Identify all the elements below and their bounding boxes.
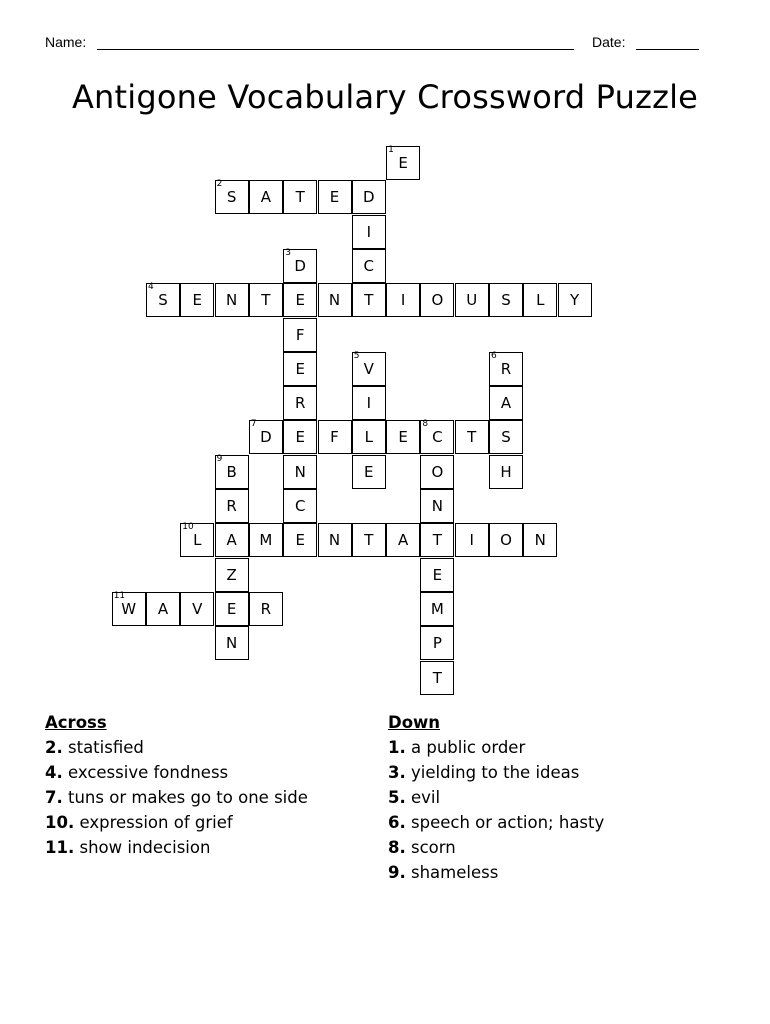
clue-number: 8 [422, 419, 429, 430]
grid-cell[interactable] [180, 523, 214, 557]
clue-number: 1 [388, 145, 394, 155]
cell-letter: R [294, 394, 306, 413]
cell-letter: Z [226, 565, 237, 584]
grid-cell[interactable] [283, 489, 317, 523]
grid-cell[interactable] [283, 180, 317, 214]
clue-text: evil [411, 788, 441, 807]
clue-text: shameless [411, 863, 499, 882]
across-clues [45, 710, 308, 860]
clue-number: 11 [113, 590, 126, 601]
grid-cell[interactable] [386, 146, 420, 180]
across-clue [45, 810, 308, 835]
cell-letter: E [364, 462, 374, 481]
cell-letter: S [501, 291, 511, 310]
cell-letter: N [534, 531, 546, 550]
cell-letter: O [500, 531, 512, 550]
cell-letter: E [295, 291, 305, 310]
across-heading: Across [45, 713, 107, 732]
clue-number: 4 [148, 282, 154, 293]
grid-cell[interactable] [215, 626, 249, 660]
grid-cell[interactable] [283, 455, 317, 489]
cell-letter: H [500, 462, 512, 481]
grid-cell[interactable] [249, 180, 283, 214]
cell-letter: E [432, 565, 443, 584]
cell-letter: A [157, 599, 169, 618]
grid-cell[interactable] [352, 249, 386, 283]
down-clue [388, 860, 604, 885]
cell-letter: C [294, 497, 306, 515]
clue-text: yielding to the ideas [411, 763, 580, 782]
clue-text: tuns or makes go to one side [68, 788, 308, 807]
clue-number: 10 [182, 522, 194, 533]
cell-letter: T [261, 291, 271, 310]
cell-letter: T [295, 188, 305, 207]
clue-number: 5 [353, 350, 360, 361]
clue-number: 9. [388, 863, 406, 882]
clue-text: show indecision [79, 838, 211, 857]
cell-letter: S [226, 188, 237, 207]
grid-cell[interactable] [489, 455, 523, 489]
cell-letter: F [330, 428, 339, 447]
grid-cell[interactable] [489, 386, 523, 420]
cell-letter: R [226, 497, 237, 515]
clue-number: 6 [491, 350, 497, 361]
cell-letter: R [260, 599, 272, 618]
cell-letter: T [467, 428, 477, 447]
cell-letter: D [294, 256, 306, 275]
clue-text: scorn [411, 838, 456, 857]
grid-cell[interactable] [146, 283, 180, 317]
grid-cell[interactable] [352, 420, 386, 454]
grid-cell[interactable] [352, 215, 386, 249]
clue-text: excessive fondness [68, 763, 229, 782]
grid-cell[interactable] [386, 420, 420, 454]
clue-text: a public order [411, 738, 526, 757]
clue-number: 2. [45, 738, 63, 757]
cell-letter: E [295, 359, 305, 378]
across-clue-list [45, 735, 308, 860]
across-clue [45, 760, 308, 785]
down-clue [388, 760, 604, 785]
cell-letter: O [431, 462, 444, 481]
grid-cell[interactable] [523, 523, 557, 557]
clue-number: 1. [388, 738, 406, 757]
cell-letter: A [500, 394, 512, 413]
cell-letter: E [329, 188, 340, 207]
grid-cell[interactable] [249, 283, 283, 317]
grid-cell[interactable] [420, 558, 454, 592]
grid-cell[interactable] [215, 180, 249, 214]
cell-letter: L [364, 428, 373, 447]
grid-cell[interactable] [283, 283, 317, 317]
clue-number: 4. [45, 763, 63, 782]
grid-cell[interactable] [420, 420, 454, 454]
across-clue [45, 785, 308, 810]
grid-cell[interactable] [455, 523, 489, 557]
grid-cell[interactable] [283, 386, 317, 420]
grid-cell[interactable] [420, 661, 454, 695]
cell-letter: L [536, 291, 545, 310]
clue-number: 3. [388, 763, 406, 782]
grid-cell[interactable] [215, 283, 249, 317]
cell-letter: I [366, 222, 372, 241]
cell-letter: N [328, 291, 341, 310]
cell-letter: W [121, 599, 137, 618]
grid-cell[interactable] [455, 420, 489, 454]
puzzle-title: Antigone Vocabulary Crossword Puzzle [71, 78, 699, 116]
cell-letter: C [432, 428, 443, 447]
date-label: Date: [592, 34, 626, 50]
down-clue [388, 835, 604, 860]
cell-letter: I [366, 394, 372, 413]
cell-letter: A [397, 531, 409, 550]
name-label: Name: [45, 34, 87, 50]
clue-number: 7. [45, 788, 63, 807]
grid-cell[interactable] [283, 352, 317, 386]
grid-cell[interactable] [489, 283, 523, 317]
grid-cell[interactable] [420, 592, 454, 626]
cell-letter: Y [570, 291, 580, 310]
grid-cell[interactable] [489, 523, 523, 557]
grid-cell[interactable] [420, 626, 454, 660]
cell-letter: D [260, 428, 272, 447]
cell-letter: V [363, 359, 374, 378]
cell-letter: A [260, 188, 272, 207]
cell-letter: N [328, 531, 341, 550]
clue-number: 7 [250, 419, 257, 430]
grid-cell[interactable] [215, 558, 249, 592]
down-clue-list [388, 735, 604, 885]
grid-cell[interactable] [489, 420, 523, 454]
cell-letter: I [400, 291, 406, 310]
cell-letter: N [431, 497, 443, 515]
cell-letter: R [500, 359, 512, 378]
grid-cell[interactable] [352, 455, 386, 489]
grid-cell[interactable] [283, 420, 317, 454]
cell-letter: C [363, 256, 375, 275]
cell-letter: B [226, 462, 237, 481]
cell-letter: N [294, 462, 306, 481]
grid-cell[interactable] [180, 283, 214, 317]
cell-letter: T [432, 531, 442, 550]
grid-cell[interactable] [318, 420, 352, 454]
clue-number: 3 [285, 247, 291, 258]
down-clue [388, 810, 604, 835]
grid-cell[interactable] [523, 283, 557, 317]
cell-letter: T [364, 531, 374, 550]
grid-cell[interactable] [215, 523, 249, 557]
grid-cell[interactable] [352, 523, 386, 557]
grid-cell[interactable] [352, 386, 386, 420]
grid-cell[interactable] [352, 283, 386, 317]
grid-cell[interactable] [386, 523, 420, 557]
cell-letter: P [432, 634, 442, 653]
clue-number: 2 [216, 179, 223, 190]
down-heading: Down [388, 713, 441, 732]
cell-letter: O [431, 291, 444, 310]
cell-letter: E [295, 531, 305, 550]
cell-letter: E [226, 599, 237, 618]
clue-text: statisfied [68, 738, 144, 757]
cell-letter: T [432, 668, 442, 687]
grid-cell[interactable] [180, 592, 214, 626]
grid-cell[interactable] [386, 283, 420, 317]
grid-cell[interactable] [420, 523, 454, 557]
cell-letter: V [192, 599, 203, 618]
grid-cell[interactable] [215, 489, 249, 523]
grid-cell[interactable] [249, 592, 283, 626]
grid-cell[interactable] [318, 523, 352, 557]
clue-number: 10. [45, 813, 75, 832]
grid-cell[interactable] [249, 523, 283, 557]
grid-cell[interactable] [318, 180, 352, 214]
grid-cell[interactable] [420, 283, 454, 317]
grid-cell[interactable] [318, 283, 352, 317]
cell-letter: M [259, 531, 273, 550]
grid-cell[interactable] [420, 455, 454, 489]
grid-cell[interactable] [249, 420, 283, 454]
grid-cell[interactable] [112, 592, 146, 626]
cell-letter: A [226, 531, 237, 550]
down-clue [388, 735, 604, 760]
cell-letter: N [225, 634, 238, 653]
grid-cell[interactable] [215, 455, 249, 489]
clue-text: speech or action; hasty [411, 813, 605, 832]
grid-cell[interactable] [489, 352, 523, 386]
clue-number: 9 [216, 453, 223, 464]
grid-cell[interactable] [283, 249, 317, 283]
cell-letter: E [192, 291, 203, 310]
cell-letter: E [295, 428, 305, 447]
cell-letter: E [398, 154, 408, 172]
grid-cell[interactable] [215, 592, 249, 626]
cell-letter: I [469, 531, 474, 550]
grid-cell[interactable] [420, 489, 454, 523]
across-clue [45, 835, 308, 860]
clue-number: 5. [388, 788, 406, 807]
across-clue [45, 735, 308, 760]
cell-letter: L [193, 531, 202, 550]
cell-letter: T [364, 291, 374, 310]
clue-text: expression of grief [79, 813, 233, 832]
grid-cell[interactable] [558, 283, 592, 317]
cell-letter: S [158, 291, 168, 310]
cell-letter: E [398, 428, 408, 447]
clue-number: 6. [388, 813, 406, 832]
grid-cell[interactable] [283, 318, 317, 352]
cell-letter: U [466, 291, 478, 310]
cell-letter: N [225, 291, 238, 310]
clue-number: 11. [45, 838, 75, 857]
grid-cell[interactable] [352, 180, 386, 214]
cell-letter: S [501, 428, 511, 447]
down-clues [388, 710, 604, 885]
grid-cell[interactable] [352, 352, 386, 386]
grid-cell[interactable] [283, 523, 317, 557]
cell-letter: F [295, 325, 305, 344]
down-clue [388, 785, 604, 810]
grid-cell[interactable] [146, 592, 180, 626]
clue-number: 8. [388, 838, 406, 857]
cell-letter: M [430, 599, 444, 618]
cell-letter: D [363, 188, 375, 207]
grid-cell[interactable] [455, 283, 489, 317]
